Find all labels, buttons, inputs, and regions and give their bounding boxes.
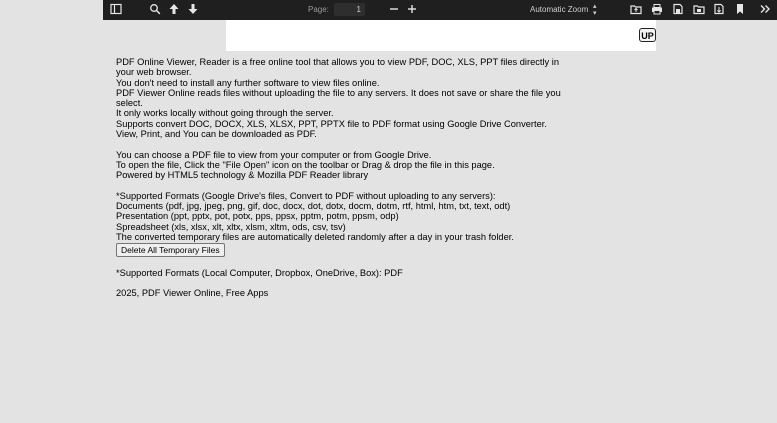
zoom-in-icon[interactable] <box>405 3 419 17</box>
more-tools-icon[interactable] <box>758 3 772 17</box>
zoom-out-icon[interactable] <box>387 3 401 17</box>
page-label: Page: <box>308 5 329 14</box>
formats-spreadsheet: Spreadsheet (xls, xlsx, xlt, xltx, xlsm, xltm, ods, csv, tsv) <box>116 221 346 232</box>
page-number-input[interactable] <box>334 3 365 16</box>
zoom-select[interactable]: Automatic Zoom <box>530 5 589 14</box>
previous-page-icon[interactable] <box>167 3 181 17</box>
sidebar-toggle-icon[interactable] <box>109 3 123 17</box>
zoom-select-arrows-icon[interactable]: ▴ ▾ <box>593 3 597 17</box>
document-page-area <box>226 20 656 51</box>
info-line: Powered by HTML5 technology & Mozilla PDF Reader library <box>116 170 369 181</box>
info-line: PDF Viewer Online reads files without uploading the file to any servers. It does not save or share the file you select. <box>116 87 561 109</box>
formats-heading: *Supported Formats (Google Drive's files, Convert to PDF without uploading to any servers): <box>116 190 496 201</box>
delete-temporary-files-button[interactable]: Delete All Temporary Files <box>116 243 225 257</box>
up-button[interactable]: UP <box>639 28 656 42</box>
open-folder-icon[interactable] <box>629 3 643 17</box>
next-page-icon[interactable] <box>186 3 200 17</box>
info-line: It only works locally without going through the server. <box>116 108 334 119</box>
print-icon[interactable] <box>650 3 664 17</box>
info-line: Supports convert DOC, DOCX, XLS, XLSX, PPT, PPTX file to PDF format using Google Drive Converter. <box>116 118 547 129</box>
intro-paragraph: PDF Online Viewer, Reader is a free online tool that allows you to view PDF, DOC, XLS, PPT files directly in your web browser. <box>116 57 559 78</box>
temporary-files-note: The converted temporary files are automatically deleted randomly after a day in your trash folder. <box>116 232 514 243</box>
info-line: View, Print, and You can be downloaded as PDF. <box>116 129 317 140</box>
info-line: You don't need to install any further software to view files online. <box>116 77 380 88</box>
info-line: You can choose a PDF file to view from your computer or from Google Drive. <box>116 149 432 160</box>
bookmark-icon[interactable] <box>733 3 747 17</box>
info-content <box>116 57 566 299</box>
search-icon[interactable] <box>148 3 162 17</box>
formats-documents: Documents (pdf, jpg, jpeg, png, gif, doc, docx, dot, dotx, docm, dotm, rtf, html, htm, txt, text, odt) <box>116 201 511 212</box>
save-icon[interactable] <box>671 3 685 17</box>
viewer-toolbar <box>103 0 777 20</box>
local-formats-line: *Supported Formats (Local Computer, Dropbox, OneDrive, Box): PDF <box>116 267 403 278</box>
footer-text: 2025, PDF Viewer Online, Free Apps <box>116 288 269 299</box>
info-line: To open the file, Click the "File Open" icon on the toolbar or Drag & drop the file in this page. <box>116 159 495 170</box>
download-icon[interactable] <box>712 3 726 17</box>
google-drive-icon[interactable] <box>692 3 706 17</box>
formats-presentation: Presentation (ppt, pptx, pot, potx, pps, ppsx, pptm, potm, ppsm, odp) <box>116 211 399 222</box>
